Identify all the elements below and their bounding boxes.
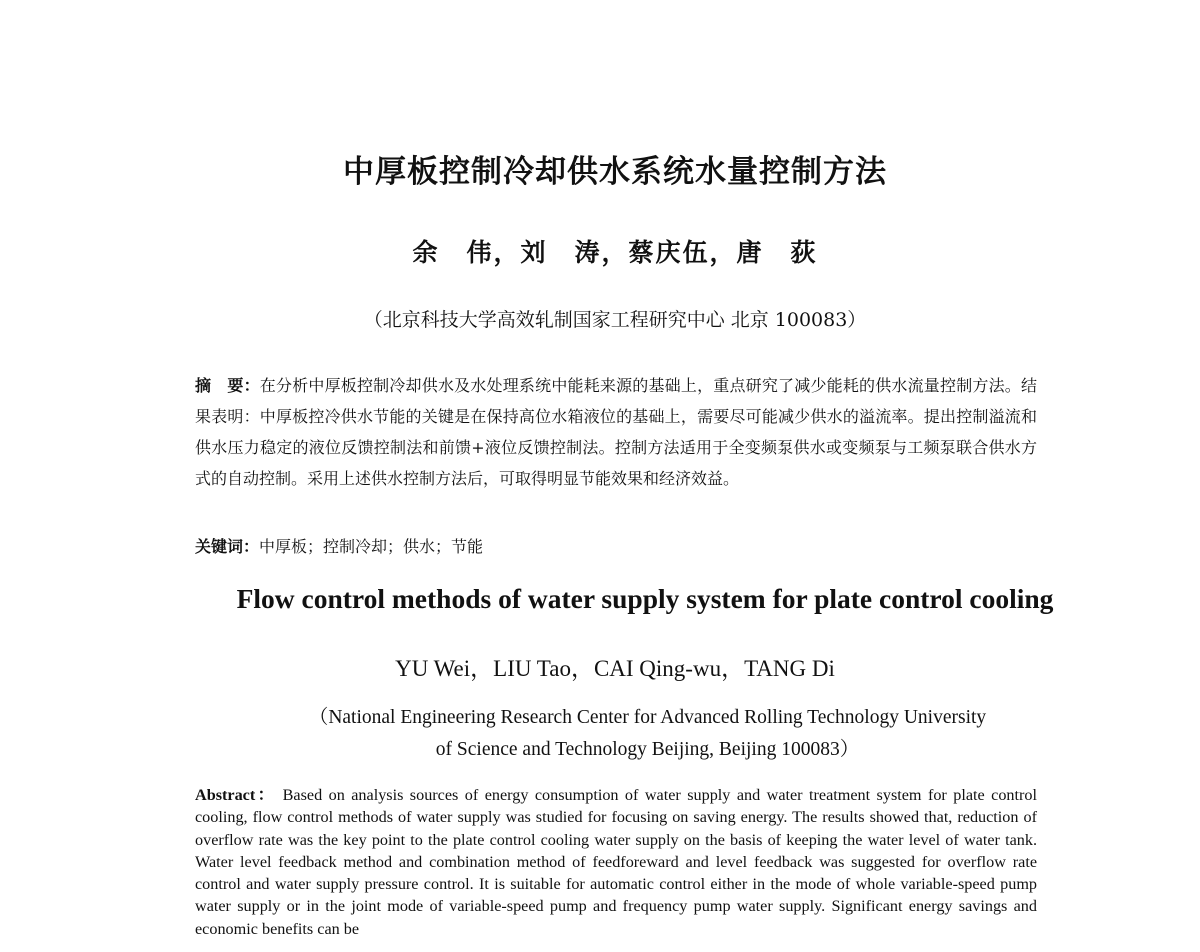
chinese-abstract-label: 摘 要： bbox=[195, 376, 260, 395]
chinese-abstract bbox=[195, 370, 1037, 494]
english-title: Flow control methods of water supply system for plate control cooling bbox=[236, 583, 1054, 614]
chinese-keywords-text: 中厚板；控制冷却；供水；节能 bbox=[259, 537, 484, 556]
english-authors: YU Wei，LIU Tao，CAI Qing-wu，TANG Di bbox=[395, 656, 835, 681]
english-affiliation-line-2: of Science and Technology Beijing, Beijing 100083） bbox=[435, 739, 860, 760]
english-abstract bbox=[195, 784, 1037, 940]
english-abstract-text: Based on analysis sources of energy consumption of water supply and water treatment system for plate control cooling, flow control methods of water supply was studied for focusing on saving energy. The results showed that, reduction of overflow rate was the key point to the plate control cooling water supply on the basis of keeping the water level of water tank. Water level feedback method and combination method of feedforeward and level feedback was suggested for overflow rate control and water supply pressure control. It is suitable for automatic control either in the mode of whole variable-speed pump water supply or in the joint mode of variable-speed pump and frequency pump water supply. Significant energy savings and economic benefits can be bbox=[195, 786, 1037, 938]
english-affiliation-line-1: （National Engineering Research Center for Advanced Rolling Technology University bbox=[308, 707, 987, 728]
chinese-affiliation: （北京科技大学高效轧制国家工程研究中心 北京 100083） bbox=[363, 309, 867, 331]
english-abstract-label: Abstract： bbox=[195, 786, 277, 804]
english-affiliation bbox=[0, 702, 1200, 766]
chinese-authors: 余 伟，刘 涛，蔡庆伍，唐 荻 bbox=[412, 238, 818, 267]
chinese-title: 中厚板控制冷却供水系统水量控制方法 bbox=[343, 154, 887, 190]
chinese-abstract-text: 在分析中厚板控制冷却供水及水处理系统中能耗来源的基础上，重点研究了减少能耗的供水流量控制方法。结果表明：中厚板控冷供水节能的关键是在保持高位水箱液位的基础上，需要尽可能减少供水的溢流率。提出控制溢流和供水压力稳定的液位反馈控制法和前馈+液位反馈控制法。控制方法适用于全变频泵供水或变频泵与工频泵联合供水方式的自动控制。采用上述供水控制方法后，可取得明显节能效果和经济效益。 bbox=[195, 376, 1037, 488]
chinese-keywords bbox=[195, 535, 483, 559]
chinese-keywords-label: 关键词： bbox=[195, 537, 260, 556]
